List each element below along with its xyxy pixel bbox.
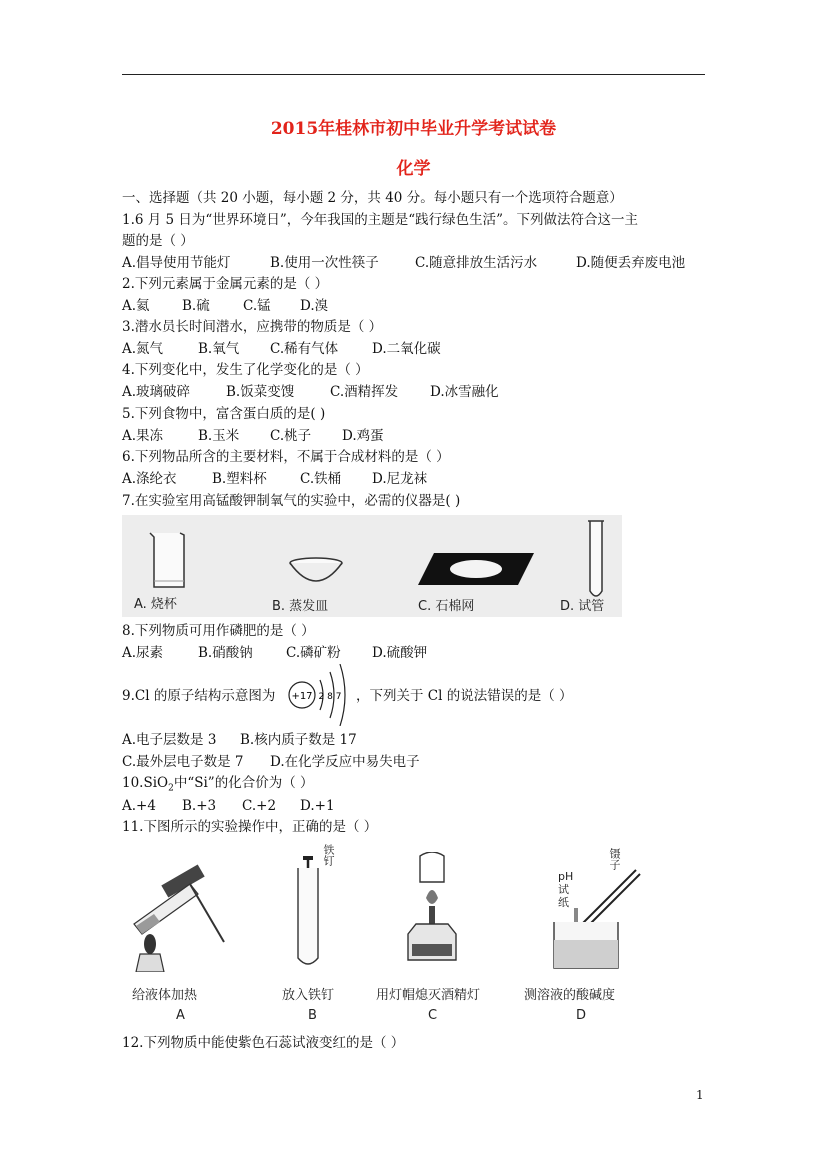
exam-title: 2015年桂林市初中毕业升学考试试卷 [270,119,557,139]
question-8-option-d: D.硫酸钾 [372,645,428,661]
evaporating-dish-icon [286,555,348,591]
page-number: 1 [696,1088,704,1102]
question-11-caption-c: 用灯帽熄灭酒精灯 [376,988,481,1003]
question-3-option-b: B.氧气 [198,341,240,357]
question-4-option-a: A.玻璃破碎 [122,384,191,400]
question-2-stem: 2.下列元素属于金属元素的是（ ） [122,276,329,292]
question-3-option-a: A.氮气 [122,341,164,357]
question-10-option-a: A.+4 [122,798,156,814]
question-10-option-b: B.+3 [182,798,217,814]
question-4-stem: 4.下列变化中，发生了化学变化的是（ ） [122,362,369,378]
question-12-stem: 12.下列物质中能使紫色石蕊试液变红的是（ ） [122,1035,405,1051]
question-1-option-a: A.倡导使用节能灯 [122,255,231,271]
shell-electrons: 2 8 7 [318,692,342,702]
question-11-stem: 11.下图所示的实验操作中，正确的是（ ） [122,819,378,835]
question-4-option-c: C.酒精挥发 [330,384,399,400]
question-3-stem: 3.潜水员长时间潜水，应携带的物质是（ ） [122,319,383,335]
question-11-letter-d: D [576,1008,587,1023]
question-7-label-b: B. 蒸发皿 [272,599,329,614]
question-11-letter-c: C [428,1008,438,1023]
question-1-option-d: D.随便丢弃废电池 [576,255,686,271]
question-7-label-a: A. 烧杯 [134,597,177,612]
question-2-option-d: D.溴 [300,298,329,314]
question-11-figure [122,840,652,1030]
question-11-caption-b: 放入铁钉 [282,988,335,1003]
question-9-option-a: A.电子层数是 3 [122,732,217,748]
question-8-option-c: C.磷矿粉 [286,645,341,661]
question-1-stem-a: 1.6 月 5 日为“世界环境日”，今年我国的主题是“践行绿色生活”。下列做法符合这一主 [122,212,639,228]
question-6-stem: 6.下列物品所含的主要材料，不属于合成材料的是（ ） [122,449,450,465]
question-9-option-c: C.最外层电子数是 7 [122,754,244,770]
question-3-option-c: C.稀有气体 [270,341,339,357]
question-7-label-d: D. 试管 [560,599,605,614]
question-2-option-a: A.氦 [122,298,150,314]
question-9-stem-pre: 9.Cl 的原子结构示意图为 [122,688,276,704]
question-8-stem: 8.下列物质可用作磷肥的是（ ） [122,623,315,639]
question-1-option-c: C.随意排放生活污水 [415,255,538,271]
header-rule [122,74,705,75]
test-tube-icon [586,519,606,601]
question-6-option-d: D.尼龙袜 [372,471,428,487]
question-9-stem-post: ，下列关于 Cl 的说法错误的是（ ） [356,688,573,704]
question-6-option-c: C.铁桶 [300,471,342,487]
question-2-option-b: B.硫 [182,298,210,314]
question-11-letter-a: A [176,1008,185,1023]
question-11-letter-b: B [308,1008,317,1023]
question-4-option-d: D.冰雪融化 [430,384,499,400]
asbestos-gauze-icon [416,551,536,587]
question-10-option-c: C.+2 [242,798,277,814]
ph-test-illustration [542,848,642,976]
question-8-option-a: A.尿素 [122,645,164,661]
question-5-option-a: A.果冻 [122,428,164,444]
subject-title: 化学 [396,159,431,179]
question-7-stem: 7.在实验室用高锰酸钾制氧气的实验中，必需的仪器是( ) [122,493,461,509]
question-1-option-b: B.使用一次性筷子 [270,255,379,271]
heating-liquid-illustration [128,860,228,972]
question-7-label-c: C. 石棉网 [418,599,475,614]
question-11-caption-d: 测溶液的酸碱度 [524,988,616,1003]
question-5-option-b: B.玉米 [198,428,240,444]
question-9-option-d: D.在化学反应中易失电子 [270,754,420,770]
question-2-option-c: C.锰 [243,298,271,314]
question-9-option-b: B.核内质子数是 17 [240,732,357,748]
question-5-option-c: C.桃子 [270,428,312,444]
question-4-option-b: B.饭菜变馊 [226,384,295,400]
section-heading: 一、选择题（共 20 小题，每小题 2 分，共 40 分。每小题只有一个选项符合题意） [122,190,623,206]
question-11-caption-a: 给液体加热 [132,988,198,1003]
chlorine-atom-structure-diagram [286,664,354,726]
nail-label: 铁钉 [322,844,335,866]
nucleus-charge: +17 [291,691,313,702]
question-10-option-d: D.+1 [300,798,335,814]
question-1-stem-b: 题的是（ ） [122,233,194,249]
question-8-option-b: B.硝酸钠 [198,645,253,661]
question-10-stem: 10.SiO$_2$中“Si”的化合价为（ ） [122,775,314,794]
tweezer-label: 镊子 [608,848,621,870]
question-5-option-d: D.鸡蛋 [342,428,384,444]
beaker-icon [146,529,190,591]
question-5-stem: 5.下列食物中，富含蛋白质的是( ) [122,406,326,422]
question-7-figure [122,515,622,617]
question-6-option-b: B.塑料杯 [212,471,267,487]
alcohol-lamp-illustration [402,852,462,972]
question-6-option-a: A.涤纶衣 [122,471,177,487]
question-3-option-d: D.二氧化碳 [372,341,441,357]
ph-paper-label: pH 试纸 [558,870,574,909]
